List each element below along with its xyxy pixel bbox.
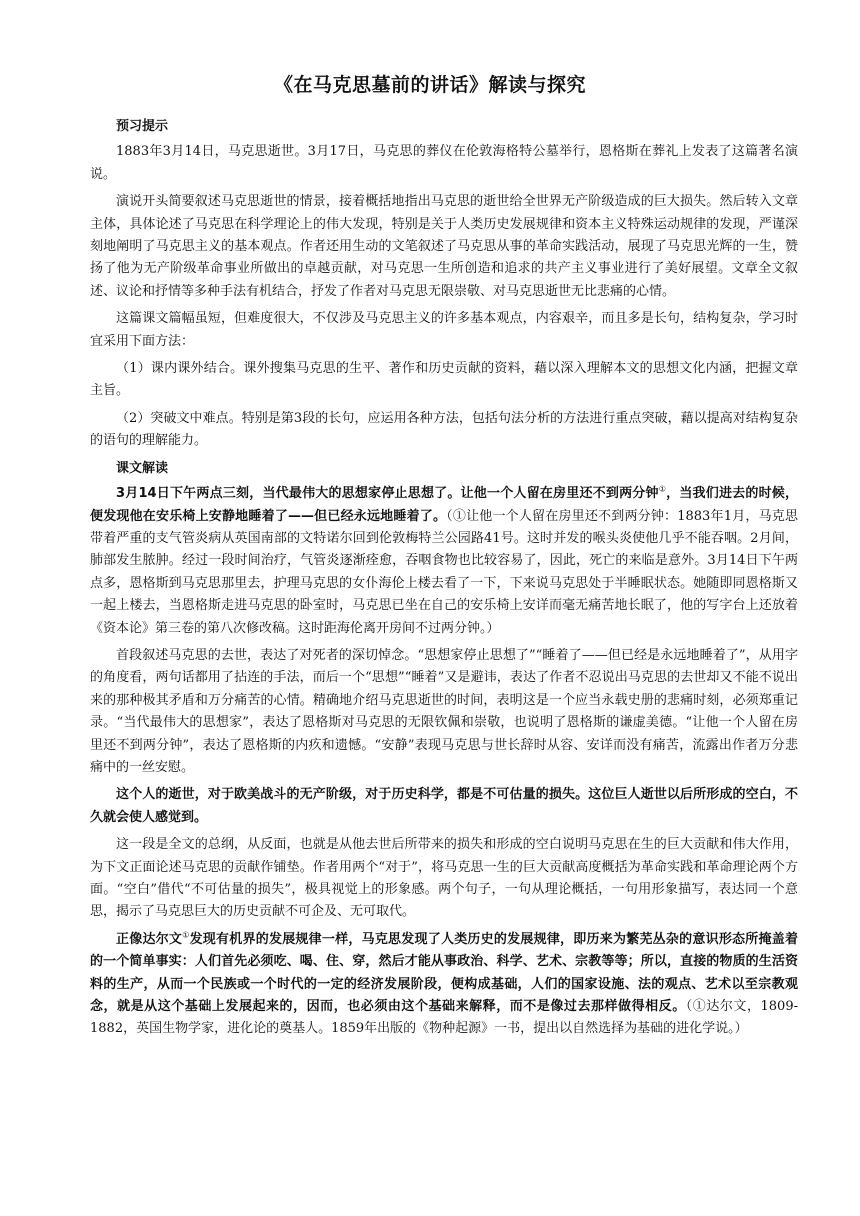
quoted-text: ，当我们进去的时候，便发现他在安乐椅上安静地睡着了——但已经永远地睡着了。 — [90, 486, 798, 524]
footnote-marker: ① — [182, 930, 190, 940]
quote-paragraph — [90, 929, 798, 1041]
footnote-marker: ① — [658, 484, 667, 494]
footnote-text: （①达尔文，1809-1882，英国生物学家，进化论的奠基人。1859年出版的《物种起源》一书，提出以自然选择为基础的进化学说。） — [90, 999, 798, 1037]
analysis-paragraph: 首段叙述马克思的去世，表达了对死者的深切悼念。“思想家停止思想了”“睡着了——但已经是永远地睡着了”，从用字的角度看，两句话都用了拈连的手法，而后一个“思想”“睡着”又是避讳，表达了作者不忍说出马克思的去世却又不能不说出来的那种极其矛盾和万分痛苦的心情。精确地介绍马克思逝世的时间，表明这是一个应当永载史册的悲痛时刻，必须郑重记录。“当代最伟大的思想家”，表达了恩格斯对马克思的无限钦佩和崇敬，也说明了恩格斯的谦虚美德。“让他一个人留在房里还不到两分钟”，表达了恩格斯的内疚和遗憾。“安静”表现马克思与世长辞时从容、安详而没有痛苦，流露出作者万分悲痛中的一丝安慰。 — [90, 647, 798, 775]
quoted-text: 发现有机界的发展规律一样，马克思发现了人类历史的发展规律，即历来为繁芜丛杂的意识形态所掩盖着的一个简单事实：人们首先必须吃、喝、住、穿，然后才能从事政治、科学、艺术、宗教等等；所以，直接的物质的生活资料的生产，从而一个民族或一个时代的一定的经济发展阶段，便构成基础，人们的国家设施、法的观点、艺术以至宗教观念，就是从这个基础上发展起来的，因而，也必须由这个基础来解释，而不是像过去那样做得相反。 — [90, 931, 798, 1015]
paragraph: （1）课内课外结合。课外搜集马克思的生平、著作和历史贡献的资料，藉以深入理解本文的思想文化内涵，把握文章主旨。 — [90, 361, 798, 399]
paragraph: 这篇课文篇幅虽短，但难度很大，不仅涉及马克思主义的许多基本观点，内容艰辛，而且多是长句，结构复杂，学习时宜采用下面方法： — [90, 311, 798, 349]
section-heading-reading: 课文解读 — [116, 460, 169, 476]
paragraph: 演说开头简要叙述马克思逝世的情景，接着概括地指出马克思的逝世给全世界无产阶级造成的巨大损失。然后转入文章主体，具体论述了马克思在科学理论上的伟大发现，特别是关于人类历史发展规律和资本主义特殊运动规律的发现，严谨深刻地阐明了马克思主义的基本观点。作者还用生动的文笔叙述了马克思从事的革命实践活动，展现了马克思光辉的一生，赞扬了他为无产阶级革命事业所做出的卓越贡献，对马克思一生所创造和追求的共产主义事业进行了美好展望。文章全文叙述、议论和抒情等多种手法有机结合，抒发了作者对马克思无限崇敬、对马克思逝世无比悲痛的心情。 — [90, 194, 798, 299]
quoted-text: 正像达尔文 — [116, 931, 183, 947]
paragraph: 1883年3月14日，马克思逝世。3月17日，马克思的葬仪在伦敦海格特公墓举行，恩格斯在葬礼上发表了这篇著名演说。 — [90, 144, 798, 182]
section-heading-preview: 预习提示 — [116, 119, 169, 134]
document-body — [90, 116, 798, 1046]
paragraph: （2）突破文中难点。特别是第3段的长句，应运用各种方法，包括句法分析的方法进行重点突破，藉以提高对结构复杂的语句的理解能力。 — [90, 410, 798, 449]
quote-paragraph — [90, 483, 798, 640]
document-title: 《在马克思墓前的讲话》解读与探究 — [273, 74, 586, 96]
footnote-text: （①让他一个人留在房里还不到两分钟：1883年1月，马克思带着严重的支气管炎病从英国南部的文特诺尔回到伦敦梅特兰公园路41号。这时并发的喉头炎使他几乎不能吞咽。2月间，肺部发生脓肿。经过一段时间治疗，气管炎逐渐痊愈，吞咽食物也比较容易了，因此，死亡的来临是意外。3月14日下午两点多，恩格斯到马克思那里去，护理马克思的女仆海伦上楼去看了一下，下来说马克思处于半睡眠状态。她随即同恩格斯又一起上楼去，当恩格斯走进马克思的卧室时，马克思已坐在自己的安乐椅上安详而毫无痛苦地长眠了，他的写字台上还放着《资本论》第三卷的第八次修改稿。这时距海伦离开房间不过两分钟。） — [90, 508, 798, 636]
analysis-paragraph: 这一段是全文的总纲，从反面，也就是从他去世后所带来的损失和形成的空白说明马克思在生的巨大贡献和伟大作用，为下文正面论述马克思的贡献作铺垫。作者用两个“对于”，将马克思一生的巨大贡献高度概括为革命实践和革命理论两个方面。“空白”借代“不可估量的损失”，极具视觉上的形象感。两个句子，一句从理论概括，一句用形象描写，表达同一个意思，揭示了马克思巨大的历史贡献不可企及、无可取代。 — [90, 837, 798, 920]
quoted-text: 3月14日下午两点三刻，当代最伟大的思想家停止思想了。让他一个人留在房里还不到两分钟 — [116, 486, 659, 502]
quote-paragraph: 这个人的逝世，对于欧美战斗的无产阶级，对于历史科学，都是不可估量的损失。这位巨人逝世以后所形成的空白，不久就会使人感觉到。 — [90, 787, 798, 825]
